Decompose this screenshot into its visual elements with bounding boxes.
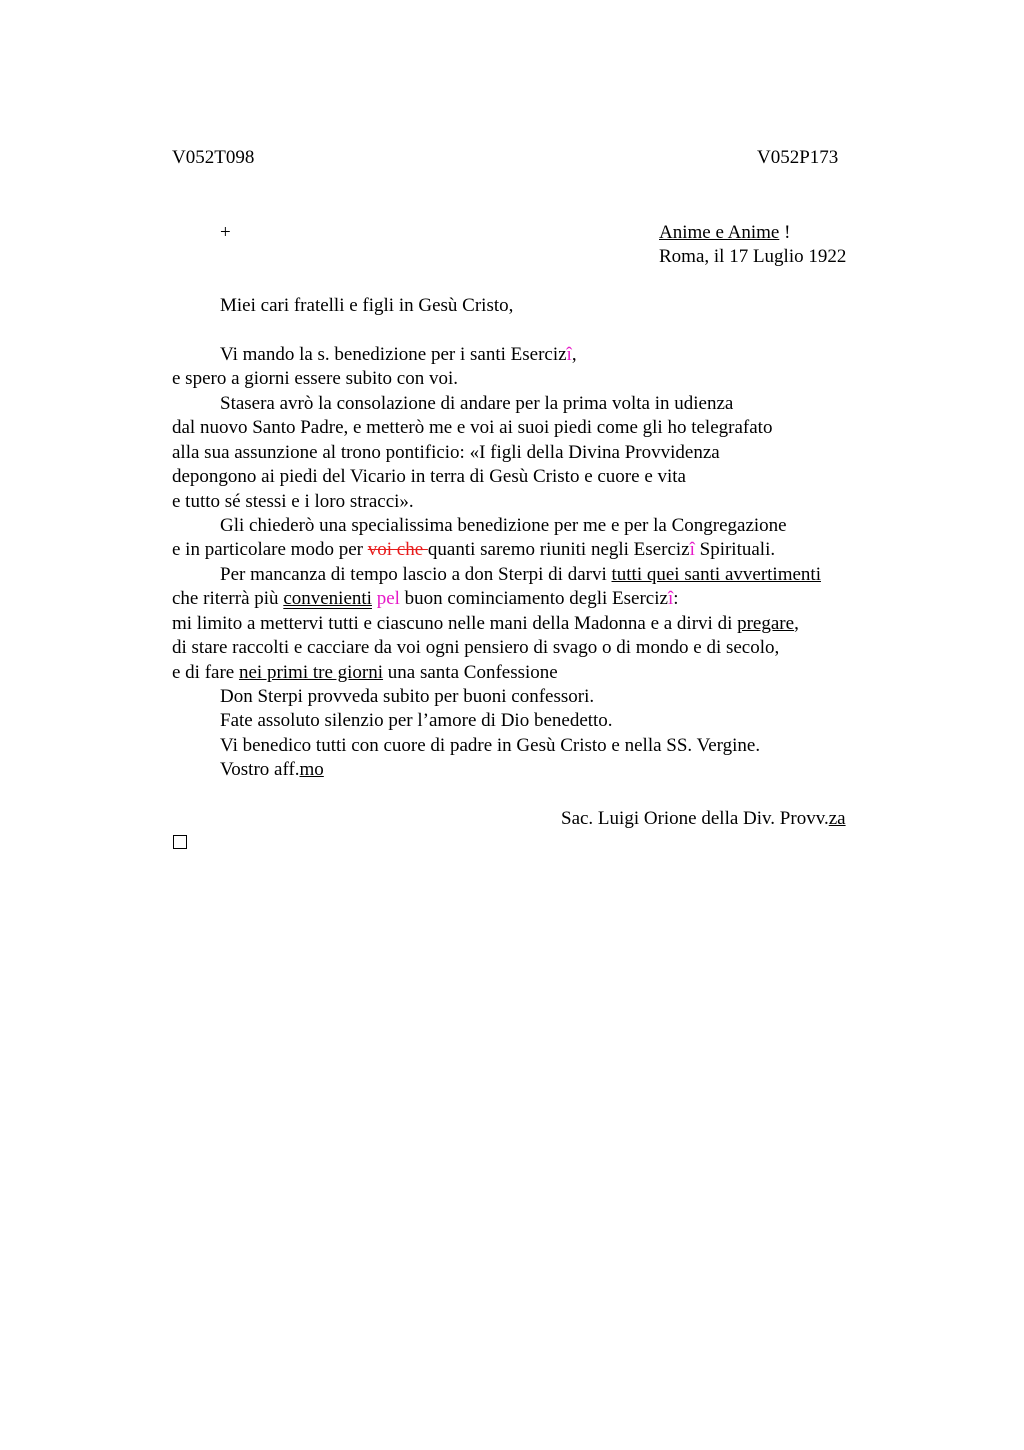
closing-line: Vostro aff.mo — [220, 759, 324, 780]
body-line: di stare raccolti e cacciare da voi ogni pensiero di svago o di mondo e di secolo, — [172, 637, 780, 658]
inserted-text: pel — [376, 588, 400, 609]
accent-mark: î — [667, 588, 674, 609]
body-line: e di fare nei primi tre giorni una santa Confessione — [172, 662, 558, 683]
signature-abbrev: za — [828, 808, 846, 829]
checkbox-square-icon — [173, 835, 187, 849]
accent-mark: î — [566, 344, 572, 365]
body-line: e in particolare modo per voi che quanti saremo riuniti negli Esercizî Spirituali. — [172, 539, 776, 560]
body-line: Stasera avrò la consolazione di andare per la prima volta in udienza — [220, 393, 734, 414]
accent-mark: î — [689, 539, 695, 560]
body-line: alla sua assunzione al trono pontificio: «I figli della Divina Provvidenza — [172, 442, 720, 463]
struck-text: voi che — [367, 539, 428, 560]
salutation: Miei cari fratelli e figli in Gesù Cristo, — [220, 295, 514, 316]
document-code-right: V052P173 — [757, 147, 839, 168]
motto — [659, 221, 790, 245]
body-line: Fate assoluto silenzio per l’amore di Dio benedetto. — [220, 710, 613, 731]
body-line: Per mancanza di tempo lascio a don Sterpi di darvi tutti quei santi avvertimenti — [220, 564, 821, 585]
body-line: dal nuovo Santo Padre, e metterò me e voi ai suoi piedi come gli ho telegrafato — [172, 417, 773, 438]
motto-text: Anime e Anime — [659, 222, 780, 243]
underlined-text: pregare — [737, 613, 795, 634]
double-underlined-text: convenienti — [283, 588, 372, 609]
underlined-text: nei primi tre giorni — [238, 662, 384, 683]
body-line: e spero a giorni essere subito con voi. — [172, 368, 458, 389]
body-line: mi limito a mettervi tutti e ciascuno nelle mani della Madonna e a dirvi di pregare, — [172, 613, 799, 634]
body-line: depongono ai piedi del Vicario in terra di Gesù Cristo e cuore e vita — [172, 466, 686, 487]
document-code-left: V052T098 — [172, 147, 255, 168]
body-line: Don Sterpi provveda subito per buoni confessori. — [220, 686, 595, 707]
body-line: Vi benedico tutti con cuore di padre in Gesù Cristo e nella SS. Vergine. — [220, 735, 761, 756]
body-line: e tutto sé stessi e i loro stracci». — [172, 491, 414, 512]
cross-mark: + — [220, 222, 231, 243]
place-date: Roma, il 17 Luglio 1922 — [659, 246, 847, 267]
underlined-text: tutti quei santi avvertimenti — [611, 564, 821, 585]
body-line: Vi mando la s. benedizione per i santi Esercizî, — [220, 344, 577, 365]
underlined-text: mo — [299, 759, 324, 780]
body-line: Gli chiederò una specialissima benedizione per me e per la Congregazione — [220, 515, 787, 536]
signature: Sac. Luigi Orione della Div. Provv.za — [561, 808, 846, 829]
motto-tail: ! — [779, 222, 791, 243]
body-line: che riterrà più convenienti pel buon cominciamento degli Esercizî: — [172, 588, 679, 609]
